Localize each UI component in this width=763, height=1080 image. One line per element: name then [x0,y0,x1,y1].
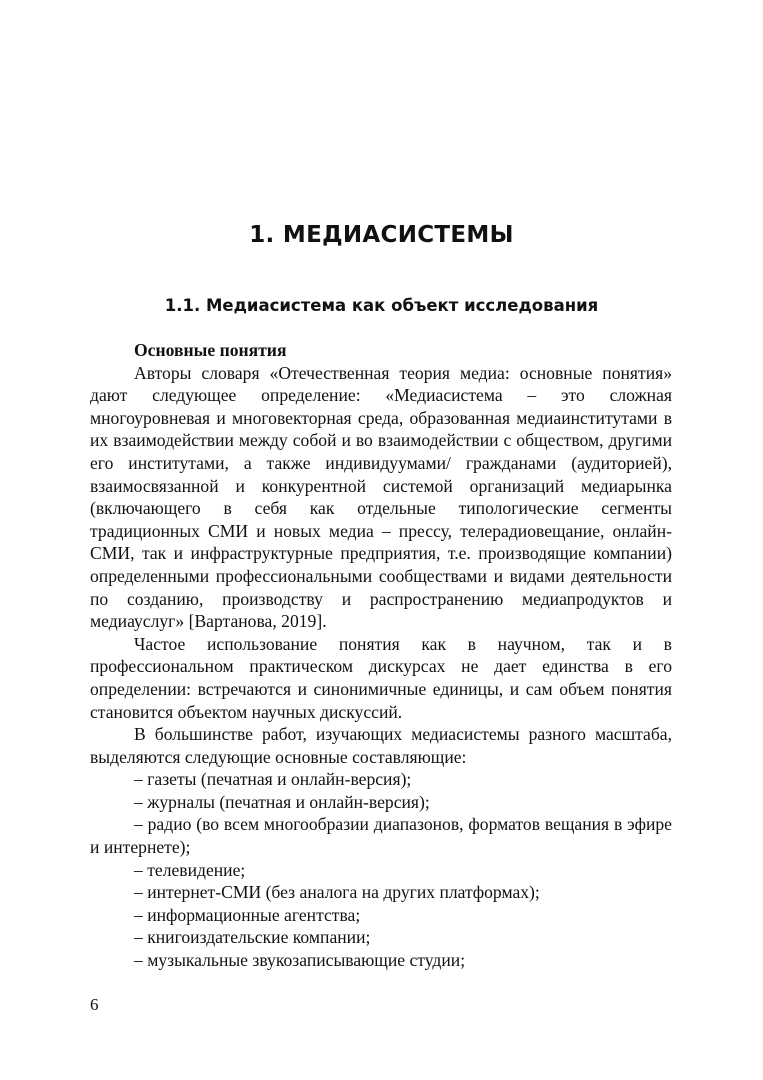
chapter-title: 1. МЕДИАСИСТЕМЫ [249,222,514,248]
body-text [90,339,672,972]
list-item: – газеты (печатная и онлайн-версия); [134,769,412,790]
subheading: Основные понятия [134,340,287,360]
list-item: – книгоиздательские компании; [134,927,371,948]
list-item: – журналы (печатная и онлайн-версия); [134,791,430,812]
paragraph: В большинстве работ, изучающих медиасистемы разного масштаба, выделяются следующие основные составляющие: [90,724,672,767]
list-item: – телевидение; [134,859,246,880]
list-item: – музыкальные звукозаписывающие студии; [134,950,466,971]
list-item: – радио (во всем многообразии диапазонов, форматов вещания в эфире и интернете); [90,814,672,858]
paragraph: Авторы словаря «Отечественная теория медиа: основные понятия» дают следующее определение: «Медиасистема – это сложная многоуровневая и многовекторная среда, образованная медиаинститутами в их взаимодействии между собой и во взаимодействии с обществом, другими его институтами, а также индивидуумами/ гражданами (аудиторией), взаимосвязанной и конкурентной системой организаций медиарынка (включающего в себя как отдельные типологические сегменты традиционных СМИ и новых медиа – прессу, телерадиовещание, онлайн-СМИ, так и инфраструктурные предприятия, т.е. производящие компании) определенными профессиональными сообществами и видами деятельности по созданию, производству и распространению медиапродуктов и медиауслуг» [Вартанова, 2019]. [90,362,672,632]
list-item: – информационные агентства; [134,904,361,925]
page-number: 6 [90,995,99,1014]
paragraph: Частое использование понятия как в научном, так и в профессиональном практическом дискурсах не дает единства в его определении: встречаются и синонимичные единицы, и сам объем понятия становится объектом научных дискуссий. [90,633,672,722]
section-title: 1.1. Медиасистема как объект исследования [164,296,599,315]
list-item: – интернет-СМИ (без аналога на других платформах); [134,882,540,903]
